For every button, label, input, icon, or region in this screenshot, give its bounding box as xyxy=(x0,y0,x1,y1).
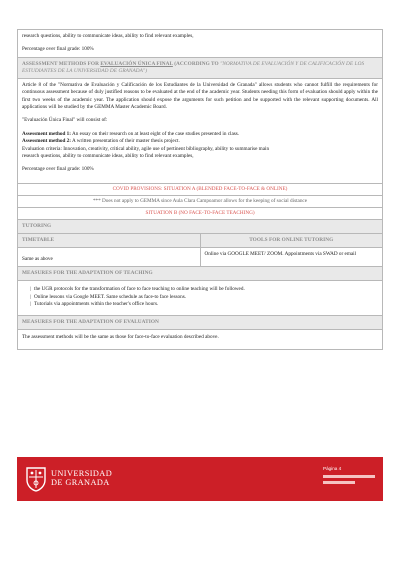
header-lead: ASSESSMENT METHODS FOR xyxy=(22,60,101,67)
tail-percentage: Percentage over final grade: 100% xyxy=(22,46,94,53)
timetable-value: Same as above xyxy=(18,248,201,266)
list-item-text: Online lessons via Google MEET. Same schedule as face-to face lessons. xyxy=(34,293,187,300)
tools-header: TOOLS FOR ONLINE TUTORING xyxy=(201,234,383,247)
list-item xyxy=(30,286,378,293)
article-8-paragraph: Article 8 of the "Normativa de Evaluación y Calificación de los Estudiantes de la Universidad de Granada" allows students who cannot fulfill the requirements for continuous assessment because of duly justified reasons to be evaluated at the end of the academic year. Students needing this form of evaluation should apply within the first two weeks of the academic year. The application should expose the arguments for such petition and be supported with the relevant supporting documents. All applications will be studied by the GEMMA Master Academic Board. xyxy=(22,81,378,111)
bullet-icon: | xyxy=(30,301,32,308)
method-1-text: An essay on their research on at least eight of the case studies presented in class. xyxy=(71,130,240,137)
tutoring-header: TUTORING xyxy=(18,220,382,234)
footer-info-line xyxy=(323,481,355,484)
covid-situation-a: COVID PROVISIONS: SITUATION A (BLENDED FACE-TO-FACE & ONLINE) xyxy=(18,184,382,196)
adaptation-evaluation-header: MEASURES FOR THE ADAPTATION OF EVALUATION xyxy=(18,316,382,330)
single-assessment-header xyxy=(18,58,382,79)
method-1-label: Assessment method 1: xyxy=(22,130,71,137)
brand-line-1: UNIVERSIDAD xyxy=(51,469,113,478)
university-crest-icon xyxy=(25,466,47,492)
tutoring-column-headers xyxy=(18,234,382,248)
tail-text: research questions, ability to communicate ideas, ability to find relevant examples, xyxy=(22,33,194,39)
method-2-line xyxy=(22,138,378,145)
tutoring-values xyxy=(18,248,382,267)
continuous-assessment-tail xyxy=(18,30,382,58)
timetable-header: TIMETABLE xyxy=(18,234,201,247)
adaptation-evaluation-body xyxy=(18,330,382,349)
header-italic: "NORMATIVA DE EVALUACIÓN Y DE CALIFICACIÓN DE LOS ESTUDIANTES DE LA UNIVERSIDAD DE GRANADA") xyxy=(22,60,365,74)
adaptation-teaching-header: MEASURES FOR THE ADAPTATION OF TEACHING xyxy=(18,267,382,281)
tools-value: Online via GOOGLE MEET/ ZOOM. Appointments via SWAD or email xyxy=(204,250,357,257)
list-item xyxy=(30,301,378,308)
list-item-text: Tutorials via appointments within the teacher's office hours. xyxy=(34,301,159,308)
covid-situation-b: SITUATION B (NO FACE-TO-FACE TEACHING) xyxy=(18,208,382,220)
list-item-text: the UGR protocols for the transformation of face to face teaching to online teaching will be followed. xyxy=(34,286,245,293)
method-2-label: Assessment method 2: xyxy=(22,138,71,145)
method-2-text: A written presentation of their master thesis project. xyxy=(71,138,180,145)
covid-note: *** Does not apply to GEMMA since Aula Clara Campoamor allows for the keeping of social distance xyxy=(18,196,382,208)
header-tail: (ACCORDING TO xyxy=(172,60,221,67)
list-item xyxy=(30,294,378,301)
brand-line-2: DE GRANADA xyxy=(51,478,110,487)
consist-of-line: "Evaluación Única Final" will consist of: xyxy=(22,117,108,124)
bullet-icon: | xyxy=(30,286,32,293)
header-link-text: EVALUACIÓN ÚNICA FINAL xyxy=(100,60,173,67)
footer-info-line xyxy=(323,475,375,478)
adaptation-teaching-list xyxy=(18,281,382,315)
adaptation-evaluation-text: The assessment methods will be the same as those for face-to-face evaluation described above. xyxy=(22,333,219,340)
university-footer xyxy=(17,457,383,501)
page-number: Página 4 xyxy=(323,466,342,471)
course-guide-table xyxy=(17,29,383,350)
bullet-icon: | xyxy=(30,293,32,300)
single-assessment-body xyxy=(18,79,382,184)
single-percentage: Percentage over final grade: 100% xyxy=(22,166,94,173)
criteria-line-2: research questions, ability to communicate ideas, ability to find relevant examples, xyxy=(22,153,194,160)
criteria-line-1: Evaluation criteria: Innovation, creativity, critical ability, agile use of pertinent bibliography, ability to summarise main xyxy=(22,145,270,152)
